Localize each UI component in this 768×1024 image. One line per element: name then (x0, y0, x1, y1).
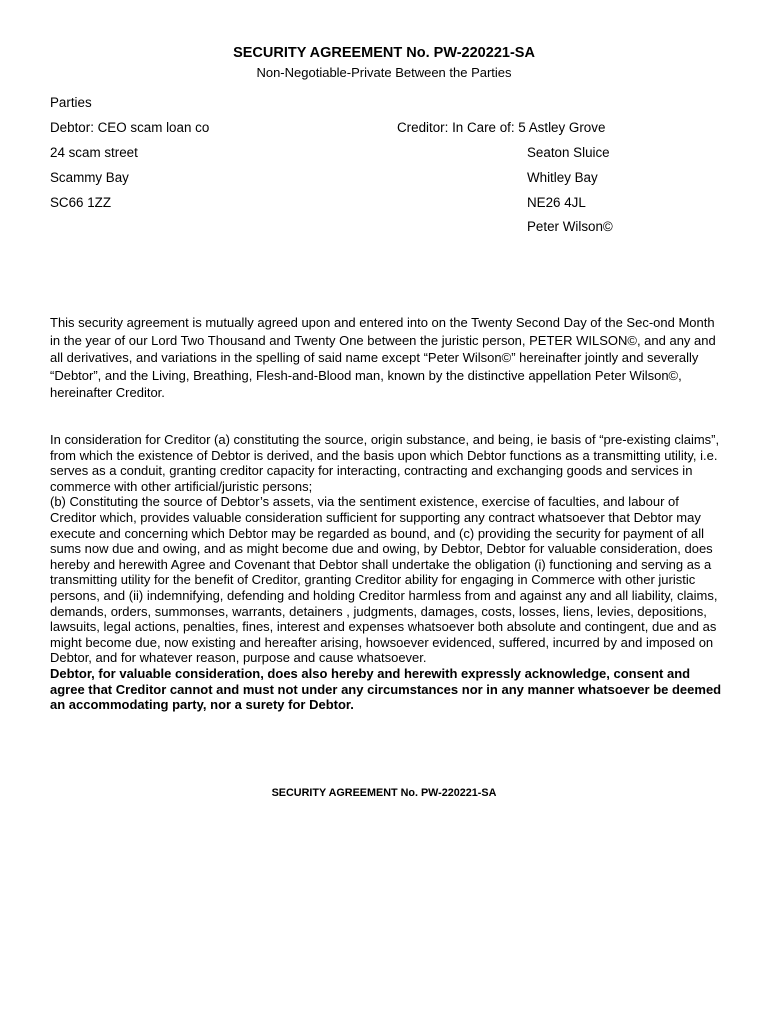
creditor-postcode: NE26 4JL (527, 195, 586, 210)
creditor-care-of: Creditor: In Care of: 5 Astley Grove (397, 120, 606, 135)
consideration-section (50, 432, 722, 713)
creditor-locality: Seaton Sluice (527, 145, 610, 160)
parties-label: Parties (50, 95, 92, 110)
consideration-paragraph-b: (b) Constituting the source of Debtor’s assets, via the sentiment existence, exercise of faculties, and labour of Creditor which, provides valuable consideration sufficient for supporting any contract whatsoever that Debtor may execute and concerning which Debtor may be regarded as bound, and (c) providing the security for payment of all sums now due and owing, and as might become due and owing, by Debtor, Debtor for valuable consideration, does hereby and herewith Agree and Covenant that Debtor shall undertake the obligation (i) functioning and serving as a transmitting utility for the benefit of Creditor, granting Creditor ability for engaging in Commerce with other juristic persons, and (ii) indemnifying, defending and holding Creditor harmless from and against any and all liability, claims, demands, orders, summonses, warrants, detainers , judgments, damages, costs, losses, liens, levies, depositions, lawsuits, legal actions, penalties, fines, interest and expenses whatsoever both absolute and contingent, due and as might become due, now existing and hereafter arising, howsoever evidenced, suffered, incurred by and imposed on Debtor, and for whatever reason, purpose and cause whatsoever. (50, 494, 718, 666)
debtor-town: Scammy Bay (50, 170, 129, 185)
debtor-street: 24 scam street (50, 145, 138, 160)
creditor-town: Whitley Bay (527, 170, 598, 185)
document-footer: SECURITY AGREEMENT No. PW-220221-SA (271, 787, 497, 799)
creditor-name: Peter Wilson© (527, 219, 613, 234)
agreement-paragraph-1: This security agreement is mutually agreed upon and entered into on the Twenty Second Day of the Sec-ond Month in the year of our Lord Two Thousand and Twenty One between the juristic person, PETER WILSON©, and any and all derivatives, and variations in the spelling of said name except “Peter Wilson©” hereinafter jointly and severally “Debtor”, and the Living, Breathing, Flesh-and-Blood man, known by the distinctive appellation Peter Wilson©, hereinafter Creditor. (50, 315, 716, 400)
debtor-postcode: SC66 1ZZ (50, 195, 112, 210)
acknowledgement-paragraph: Debtor, for valuable consideration, does also hereby and herewith expressly acknowledge, consent and agree that Creditor cannot and must not under any circumstances nor in any manner whatsoever be deemed an accommodating party, nor a surety for Debtor. (50, 665, 722, 713)
document-title: SECURITY AGREEMENT No. PW-220221-SA (233, 45, 535, 61)
consideration-paragraph-a: In consideration for Creditor (a) constituting the source, origin substance, and being, ie basis of “pre-existing claims”, from which the existence of Debtor is derived, and the basis upon which Debtor functions as a transmitting utility, i.e. serves as a conduit, granting creditor capacity for interacting, contracting and exchanging goods and services in commerce with other artificial/juristic persons; (50, 432, 720, 494)
document-subtitle: Non-Negotiable-Private Between the Parties (256, 65, 512, 80)
debtor-name: Debtor: CEO scam loan co (50, 120, 210, 135)
